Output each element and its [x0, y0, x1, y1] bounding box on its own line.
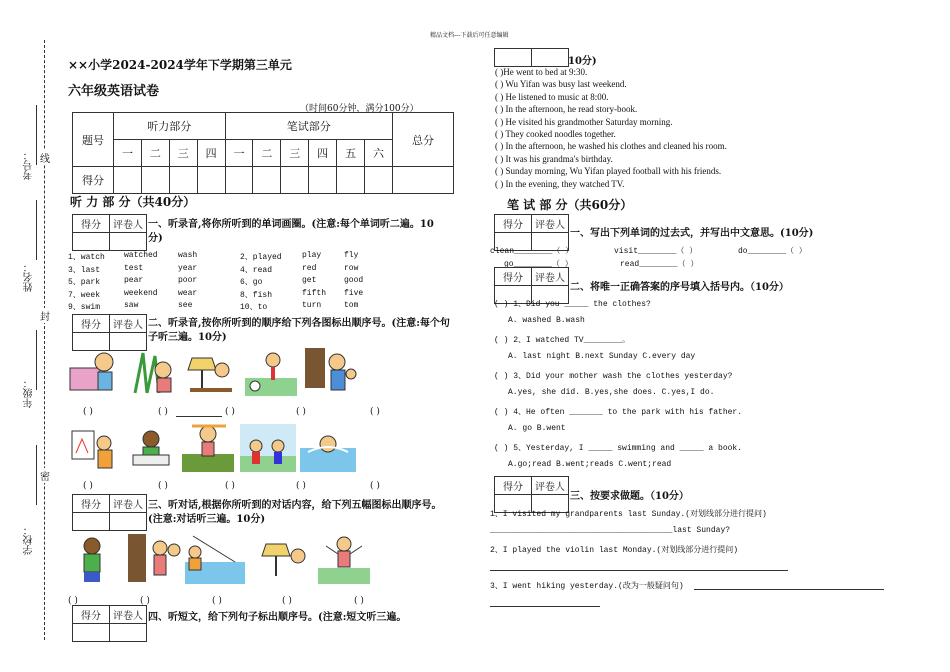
writing-title: 笔 试 部 分（共60分）	[507, 198, 633, 212]
l3-paren[interactable]: ( )	[212, 596, 222, 606]
l2-paren[interactable]: ( )	[370, 481, 380, 491]
l2-paren[interactable]: ( )	[296, 481, 306, 491]
l4-item-list	[495, 66, 727, 190]
grader-pingjuanren: 评卷人	[110, 606, 147, 624]
l4-item: ( ) In the afternoon, he washed his clothes and cleaned his room.	[495, 141, 727, 152]
zongfen-cell: 总分	[393, 113, 454, 167]
score-blank[interactable]	[197, 167, 225, 194]
l2-paren[interactable]: ( )	[158, 481, 168, 491]
picture-fishing	[185, 532, 233, 580]
time-note: （时间60分钟，满分100分）	[300, 104, 419, 114]
l3-paren[interactable]: ( )	[354, 596, 364, 606]
grader-defen: 得分	[495, 215, 532, 233]
l1-word[interactable]: pear	[124, 276, 144, 285]
l1-word[interactable]: fifth	[302, 288, 327, 298]
w2-options: A. last night B.next Sunday C.every day	[508, 352, 696, 361]
header-note: 精品文档---下载后可任意编辑	[430, 32, 509, 39]
grader-defen: 得分	[495, 477, 532, 495]
l1-word[interactable]: 2、played	[240, 253, 282, 262]
grader-pingjuanren: 评卷人	[110, 215, 147, 233]
grader-blank[interactable]	[110, 513, 147, 531]
l1-word[interactable]: 6、go	[240, 278, 263, 287]
grader-pingjuanren: 评卷人	[532, 477, 569, 495]
l1-word[interactable]: 7、week	[68, 290, 101, 300]
grader-pingjuanren: 评卷人	[532, 268, 569, 286]
bishi-num: 二	[253, 140, 281, 167]
w1-row1-item[interactable]: clean________（ ）	[490, 247, 574, 256]
l4-item: ( ) In the evening, they watched TV.	[495, 178, 625, 189]
tingli-num: 四	[197, 140, 225, 167]
l1-word[interactable]: red	[302, 263, 317, 273]
l1-word[interactable]: weekend	[124, 288, 158, 298]
nianji-label: 年级：	[24, 378, 35, 408]
w2-options: A.yes, she did. B.yes,she does. C.yes,I do.	[508, 388, 715, 397]
grader-box-l3	[72, 494, 147, 531]
l1-word[interactable]: year	[178, 263, 198, 273]
feng-char: 封	[40, 308, 50, 323]
l3-title: 三、听对话,根据你所听到的对话内容，给下列五幅图标出顺序号。(注意:对话听三遍。10分)	[148, 500, 442, 525]
bishi-num: 四	[309, 140, 337, 167]
kaohao-field	[36, 105, 37, 165]
grader-blank[interactable]	[532, 49, 569, 67]
l3-paren[interactable]: ( )	[282, 596, 292, 606]
picture-kids-door	[126, 532, 174, 580]
l1-word[interactable]: wear	[178, 288, 198, 298]
picture-swimming-boy	[300, 424, 348, 472]
w1-row1-item[interactable]: do________（ ）	[738, 247, 807, 256]
l3-paren[interactable]: ( )	[68, 596, 78, 606]
grader-blank[interactable]	[73, 233, 110, 251]
l2-paren[interactable]: ( )	[370, 407, 380, 417]
grader-defen: 得分	[495, 268, 532, 286]
l1-word[interactable]: 9、swim	[68, 303, 101, 312]
picture-painting-boy	[68, 425, 116, 473]
l1-word[interactable]: test	[124, 263, 144, 273]
bishi-num: 一	[225, 140, 253, 167]
grader-defen: 得分	[73, 315, 110, 333]
w2-options: A.go;read B.went;reads C.went;read	[508, 460, 672, 469]
title-line2: 六年级英语试卷	[68, 84, 160, 99]
l2-paren[interactable]: ( )	[83, 481, 93, 491]
picture-kite-girl	[182, 420, 230, 468]
picture-football-boy	[245, 348, 293, 396]
w2-question: ( ) 4、He often _______ to the park with his father.	[494, 408, 743, 417]
w2-question: ( ) 1、Did you _____ the clothes?	[494, 300, 651, 309]
mi-char: 密	[40, 468, 50, 483]
listening-title: 听 力 部 分（共40分）	[70, 195, 196, 209]
l2-paren[interactable]: ( )	[225, 481, 235, 491]
picture-plant-girl	[125, 348, 173, 396]
l1-word[interactable]: 1、watch	[68, 253, 105, 262]
grader-blank[interactable]	[73, 624, 110, 642]
w3-title: 三、按要求做题。（10分）	[570, 491, 689, 502]
l4-item: ( ) In the afternoon, he read story-book.	[495, 104, 638, 115]
grader-blank[interactable]	[110, 233, 147, 251]
grader-box-l4-cont	[494, 48, 569, 67]
score-blank[interactable]	[141, 167, 169, 194]
grader-box-l2	[72, 314, 147, 351]
bishi-num: 三	[281, 140, 309, 167]
l1-word[interactable]: get	[302, 276, 317, 285]
l1-word[interactable]: 3、last	[68, 265, 101, 275]
tihao-cell: 题号	[73, 113, 114, 167]
l2-paren[interactable]: ( )	[83, 407, 93, 417]
w1-title: 一、写出下列单词的过去式，并写出中文意思。(10分)	[570, 228, 814, 239]
grader-blank[interactable]	[495, 49, 532, 67]
score-blank[interactable]	[281, 167, 309, 194]
xingming-field	[36, 200, 37, 260]
l1-word[interactable]: poor	[178, 276, 198, 285]
score-blank[interactable]	[309, 167, 337, 194]
picture-computer-girl	[68, 348, 116, 396]
tingli-num: 二	[141, 140, 169, 167]
w3-item: 3、I went hiking yesterday.(改为一般疑问句)	[490, 582, 684, 591]
l4-score-cont: 10分)	[568, 56, 597, 67]
l2-title: 二、听录音,按你所听到的顺序给下列各图标出顺序号。(注意:每个句子听三遍。10分)	[148, 318, 450, 343]
w1-row1-item[interactable]: visit________（ ）	[614, 247, 698, 256]
picture-lamp-boy	[182, 348, 230, 396]
w3-item: 1、I visited my grandparents last Sunday.(对划线部分进行提问)	[490, 510, 767, 519]
w2-question: ( ) 3、Did your mother wash the clothes yesterday?	[494, 372, 733, 381]
w2-question: ( ) 2、I watched TV________。	[494, 336, 631, 345]
l4-item: ( ) Wu Yifan was busy last weekend.	[495, 79, 627, 90]
w1-row2-item[interactable]: read________（ ）	[620, 260, 699, 269]
score-blank[interactable]	[114, 167, 142, 194]
w3-item: 2、I played the violin last Monday.(对划线部分进行提问)	[490, 546, 739, 555]
l1-word[interactable]: good	[344, 276, 364, 285]
xuexiao-field	[36, 445, 37, 505]
picture-kids-outdoor	[240, 424, 288, 472]
l1-word[interactable]: 4、read	[240, 265, 273, 275]
w3-answer-line[interactable]	[490, 606, 600, 607]
grader-box-l4	[72, 605, 147, 642]
picture-girl-jumping	[318, 532, 366, 580]
l1-word[interactable]: wash	[178, 251, 198, 260]
defen-cell: 得分	[73, 167, 114, 194]
grader-pingjuanren: 评卷人	[110, 315, 147, 333]
w1-row2-item[interactable]: go________（ ）	[504, 260, 573, 269]
nianji-field	[36, 330, 37, 390]
w2-title: 二、将唯一正确答案的序号填入括号内。（10分）	[570, 282, 789, 293]
w2-question: ( ) 5、Yesterday, I _____ swimming and _____ a book.	[494, 444, 743, 453]
l4-title: 四、听短文，给下列句子标出顺序号。(注意:短文听三遍。	[148, 612, 407, 623]
l2-paren[interactable]: ( )	[296, 407, 306, 417]
score-blank[interactable]	[225, 167, 253, 194]
l2-underline	[176, 416, 222, 417]
xuexiao-label: 学校：	[24, 525, 35, 555]
grader-blank[interactable]	[73, 513, 110, 531]
grader-pingjuanren: 评卷人	[110, 495, 147, 513]
picture-watch-tv-kids	[303, 344, 351, 392]
bishi-num: 五	[337, 140, 365, 167]
l1-word[interactable]: five	[344, 288, 364, 298]
l1-word[interactable]: 8、fish	[240, 290, 273, 300]
picture-boy-standing	[68, 534, 116, 582]
w3-answer-line[interactable]: ______________________________________last Sunday?	[490, 526, 731, 535]
bishi-num: 六	[365, 140, 393, 167]
score-blank[interactable]	[393, 167, 454, 194]
score-table	[72, 112, 454, 194]
l4-item: ( )He went to bed at 9:30.	[495, 67, 588, 77]
l1-word[interactable]: turn	[302, 301, 322, 310]
xian-char: 线	[40, 150, 50, 165]
grader-blank[interactable]	[110, 624, 147, 642]
l1-word[interactable]: 5、park	[68, 278, 101, 287]
l3-paren[interactable]: ( )	[140, 596, 150, 606]
l1-word[interactable]: play	[302, 251, 322, 260]
picture-reading-boy	[125, 425, 173, 473]
tingli-num: 三	[169, 140, 197, 167]
w3-answer-line[interactable]	[694, 589, 884, 590]
grader-box-l1	[72, 214, 147, 251]
score-blank[interactable]	[169, 167, 197, 194]
l4-item: ( ) It was his grandma's birthday.	[495, 153, 613, 164]
grader-pingjuanren: 评卷人	[532, 215, 569, 233]
tingli-header: 听力部分	[114, 113, 226, 140]
w2-options: A. washed B.wash	[508, 316, 585, 325]
l1-word[interactable]: watched	[124, 251, 158, 260]
title-line1: ××小学2024-2024学年下学期第三单元	[68, 58, 292, 72]
picture-lamp-boy-2	[258, 534, 306, 582]
grader-defen: 得分	[73, 606, 110, 624]
score-blank[interactable]	[337, 167, 365, 194]
l1-word[interactable]: tom	[344, 301, 359, 310]
l4-item: ( ) He visited his grandmother Saturday morning.	[495, 116, 673, 127]
w2-options: A. go B.went	[508, 424, 566, 433]
l4-item: ( ) Sunday morning, Wu Yifan played football with his friends.	[495, 166, 722, 177]
l1-word[interactable]: 10、to	[240, 303, 268, 312]
l1-title: 一、听录音,将你所听到的单词画圈。(注意:每个单词听二遍。10分)	[148, 219, 434, 244]
l1-word[interactable]: saw	[124, 301, 139, 310]
bishi-header: 笔试部分	[225, 113, 392, 140]
grader-defen: 得分	[73, 215, 110, 233]
score-blank[interactable]	[365, 167, 393, 194]
l1-word[interactable]: see	[178, 301, 193, 310]
w3-answer-line[interactable]	[490, 570, 788, 571]
l4-item: ( ) They cooked noodles together.	[495, 129, 616, 140]
l2-paren[interactable]: ( )	[225, 407, 235, 417]
binding-line	[44, 40, 45, 640]
l1-word[interactable]: fly	[344, 251, 359, 260]
l2-paren[interactable]: ( )	[158, 407, 168, 417]
kaohao-label: 考号：	[24, 150, 35, 180]
score-blank[interactable]	[253, 167, 281, 194]
tingli-num: 一	[114, 140, 142, 167]
xingming-label: 姓名：	[24, 262, 35, 292]
grader-defen: 得分	[73, 495, 110, 513]
l4-item: ( ) He listened to music at 8:00.	[495, 91, 609, 102]
l1-word[interactable]: row	[344, 263, 359, 273]
